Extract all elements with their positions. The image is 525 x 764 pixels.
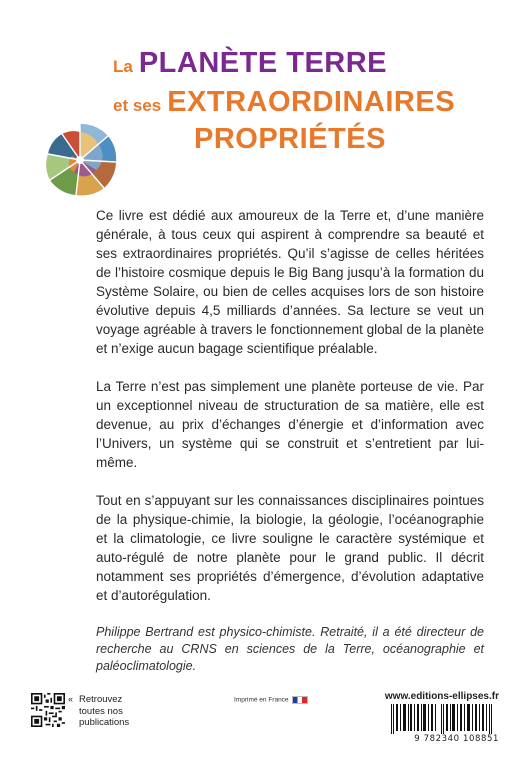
french-flag-icon [292, 696, 308, 704]
back-cover-text [96, 206, 484, 694]
retrouvez-line-1: Retrouvez [79, 694, 123, 705]
paragraph-1: Ce livre est dédié aux amoureux de la Terre et, d’une manière générale, à tous ceux qui aspirent à comprendre sa beauté et ses extraordinaires propriétés. Qu’il s’agisse de celles héritées de l’histoire cosmique depuis le Big Bang jusqu’à la formation du Système Solaire, ou bien de celles acquises lors de son histoire évolutive depuis 4,5 milliards d’années. Sa lecture se veut un voyage agréable à travers le fonctionnement global de la planète et n’exige aucun bagage scientifique préalable. [96, 208, 484, 356]
barcode-icon [389, 704, 499, 734]
title-line-1 [113, 47, 387, 80]
title-line-2 [113, 86, 455, 119]
title-line-3 [194, 123, 386, 156]
website-link[interactable]: www.editions-ellipses.fr [384, 691, 499, 702]
title-extraordinaires: EXTRAORDINAIRES [167, 86, 456, 118]
title-article: La [113, 57, 133, 76]
title-proprietes: PROPRIÉTÉS [194, 123, 386, 155]
footer [0, 686, 525, 764]
imprime-label: Imprimé en France [234, 696, 289, 704]
title-main: PLANÈTE TERRE [138, 47, 388, 79]
paragraph-3: Tout en s’appuyant sur les connaissances disciplinaires pointues de la physique-chimie, la biologie, la géologie, l’océanographie et la climatologie, ce livre souligne le caractère systémique et auto-régulé de notre planète pour le grand public. Il décrit notamment ses propriétés d’émergence, d’évolution adaptative et d’autorégulation. [96, 493, 484, 603]
printed-in-france [234, 696, 308, 704]
title-connector: et ses [113, 96, 162, 115]
retrouvez-publications[interactable] [70, 694, 129, 729]
spiral-ammonite-logo-icon [40, 120, 120, 200]
retrouvez-line-3: publications [79, 717, 130, 728]
double-chevron-icon: « [68, 694, 74, 704]
isbn-number: 9 782340 108851 [414, 734, 499, 744]
retrouvez-line-2: toutes nos [79, 705, 123, 717]
qr-code-icon[interactable] [31, 693, 65, 727]
author-note: Philippe Bertrand est physico-chimiste. Retraité, il a été directeur de recherche au CRNS en sciences de la Terre, océanographie et paléoclimatologie. [96, 625, 484, 673]
paragraph-2: La Terre n’est pas simplement une planète porteuse de vie. Par un exceptionnel niveau de structuration de sa matière, elle est devenue, au prix d’échanges d’énergie et d’information avec l’Univers, un système qui se construit et s’entretient par lui-même. [96, 379, 484, 470]
